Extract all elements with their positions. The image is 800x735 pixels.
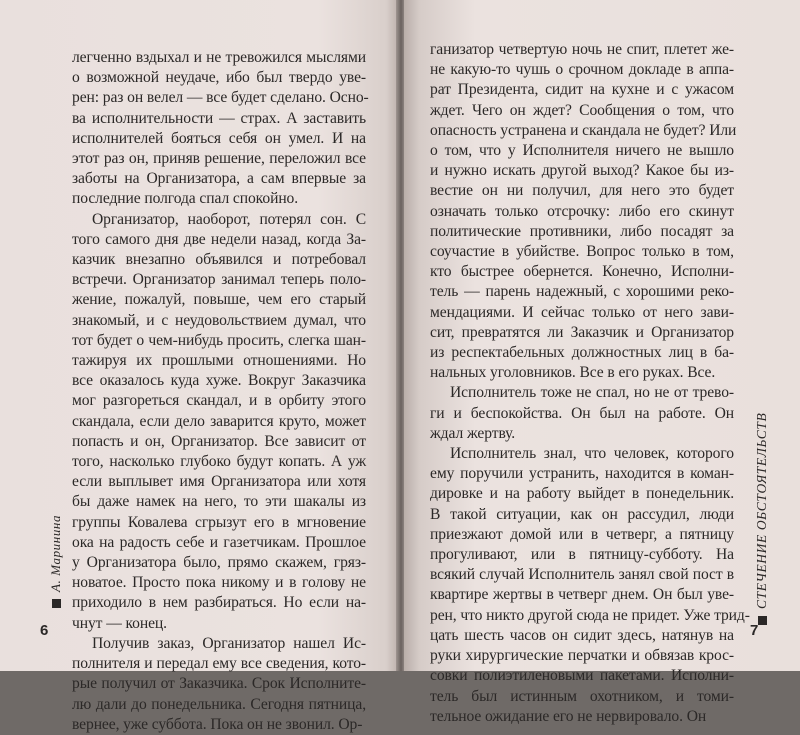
text-line: заботы на Организатора, а сам впервые за [72,170,366,188]
text-line: полнителя и передал ему все сведения, кото- [72,655,366,673]
text-line: ждал жертву. [430,424,516,442]
text-line: того самого дня две недели назад, когда За- [72,230,366,248]
text-line: того, насколько глубоко будут копать. А уж [72,453,366,471]
text-line: мендациями. И сейчас только от него зави- [430,303,734,321]
text-line: если выплывет имя Организатора или хотя [72,473,366,491]
square-marker-icon [758,616,767,625]
text-line: ги и беспокойства. Он был на работе. Он [430,404,734,422]
text-line: прогуливают, или в пятницу-субботу. На [430,546,734,564]
text-line: политические противники, либо посадят за [430,222,734,240]
left-running-header [48,515,64,608]
text-line: рые получил от Заказчика. Срок Исполните- [72,675,366,693]
text-line: последние полгода спал спокойно. [72,190,299,208]
left-page [0,0,398,733]
text-line: группы Ковалева сгрызут его в мгновение [72,513,366,531]
left-page-number: 6 [40,622,49,639]
text-line: у Организатора было, прямо скажем, гряз- [72,554,366,572]
text-line: опасность устранена и скандала не будет? Или [430,121,737,139]
text-line: В такой ситуации, как он рассудил, люди [430,505,734,523]
text-line: ганизатор четвертую ночь не спит, плетет же- [430,41,734,58]
text-line: тель был истинным охотником, и томи- [430,687,734,705]
text-line: приезжают домой или в четверг, а пятницу [430,525,734,543]
text-line: ему поручили устранить, находится в коман- [430,465,734,483]
text-line: и нужно искать другой выход? Какое бы из- [430,162,734,180]
right-running-header-label: СТЕЧЕНИЕ ОБСТОЯТЕЛЬСТВ [754,412,769,609]
text-line: рен, что никто другой сюда не придет. Уже трид- [430,606,750,624]
text-line: сит, превратятся ли Заказчик и Организатор [430,323,734,341]
text-line: о том, что у Исполнителя ничего не вышло [430,142,734,160]
square-marker-icon [52,599,61,608]
text-line: совки полиэтиленовыми пакетами. Исполни- [430,667,734,685]
text-line: вестие он ни получил, для него это будет [430,182,734,200]
text-line: знакомый, и с неудовольствием думал, что [72,311,366,329]
text-line: соучастие в убийстве. Вопрос только в том, [430,243,734,261]
text-line: тельное ожидание его не нервировало. Он [430,707,707,725]
text-line: цать шесть часов он сидит здесь, натянув на [430,626,734,644]
text-line: Организатор, наоборот, потерял сон. С [92,210,366,228]
text-line: дировке и на работу выйдет в понедельник. [430,485,734,503]
text-line: нальных уголовников. Все в его руках. Все. [430,364,716,382]
text-line: казчик внезапно объявился и потребовал [72,251,366,269]
text-line: квартире жертвы в четверг днем. Он был уве- [430,586,734,604]
text-line: Исполнитель знал, что человек, которого [450,445,734,463]
text-line: рат Президента, сидит на кухне и с ужасом [430,81,734,99]
right-page-text [430,40,750,727]
text-line: ока на радость себе и газетчикам. Прошлое [72,533,366,551]
text-line: чнут — конец. [72,614,167,632]
text-line: жение, пожалуй, повыше, чем его старый [72,291,366,309]
text-line: этот раз он, приняв решение, переложил все [72,150,366,168]
text-line: лю дали до понедельника. Сегодня пятница, [72,695,366,713]
text-line: скандала, если дело заварится круто, может [72,412,366,430]
text-line: бы даже намек на него, то эти шакалы из [72,493,366,511]
text-line: тот будет о чем-нибудь просить, слегка шан- [72,331,366,349]
text-line: всякий случай Исполнитель занял свой пост в [430,566,734,584]
text-line: о возможной неудаче, ибо был твердо уве- [72,69,366,87]
text-line: рен: раз он велел — все будет сделано. Осно- [72,89,369,107]
text-line: мог разгореться скандал, и в орбиту этого [72,392,366,410]
right-page [404,0,800,725]
left-running-header-label: А. Маринина [48,514,63,592]
text-line: из респектабельных должностных лиц в ба- [430,344,734,362]
text-line: тажируя их прошлыми отношениями. Но [72,352,366,370]
text-line: кто быстрее обернется. Конечно, Исполни- [430,263,734,281]
text-line: новатое. Просто пока никому и в голову не [72,574,366,592]
text-line: встречи. Организатор занимал теперь поло- [72,271,366,289]
text-line: означать только отсрочку: либо его скинут [430,202,734,220]
text-line: Получив заказ, Организатор нашел Ис- [92,634,366,652]
text-line: ждет. Чего он ждет? Сообщения о том, что [430,101,734,119]
text-line: попасть и он, Организатор. Все зависит от [72,432,366,450]
text-line: ва исполнительности — страх. А заставить [72,109,366,127]
left-page-text [72,48,369,735]
text-line: легченно вздыхал и не тревожился мыслями [72,49,366,66]
text-line: руки хирургические перчатки и обвязав крос- [430,647,734,665]
text-line: приходило в нем разбираться. Но если на- [72,594,366,612]
text-line: тель — парень надежный, с хорошими реко- [430,283,734,301]
text-line: все оказалось куда хуже. Вокруг Заказчика [72,372,366,390]
right-page-number: 7 [750,622,759,639]
text-line: вернее, уже суббота. Пока он не звонил. Ор- [72,715,363,733]
right-running-header [754,413,770,625]
text-line: исполнителей бояться себя он умел. И на [72,129,366,147]
text-line: Исполнитель тоже не спал, но не от трево- [450,384,734,402]
text-line: не какую-то чушь о срочном докладе в аппа- [430,61,734,79]
